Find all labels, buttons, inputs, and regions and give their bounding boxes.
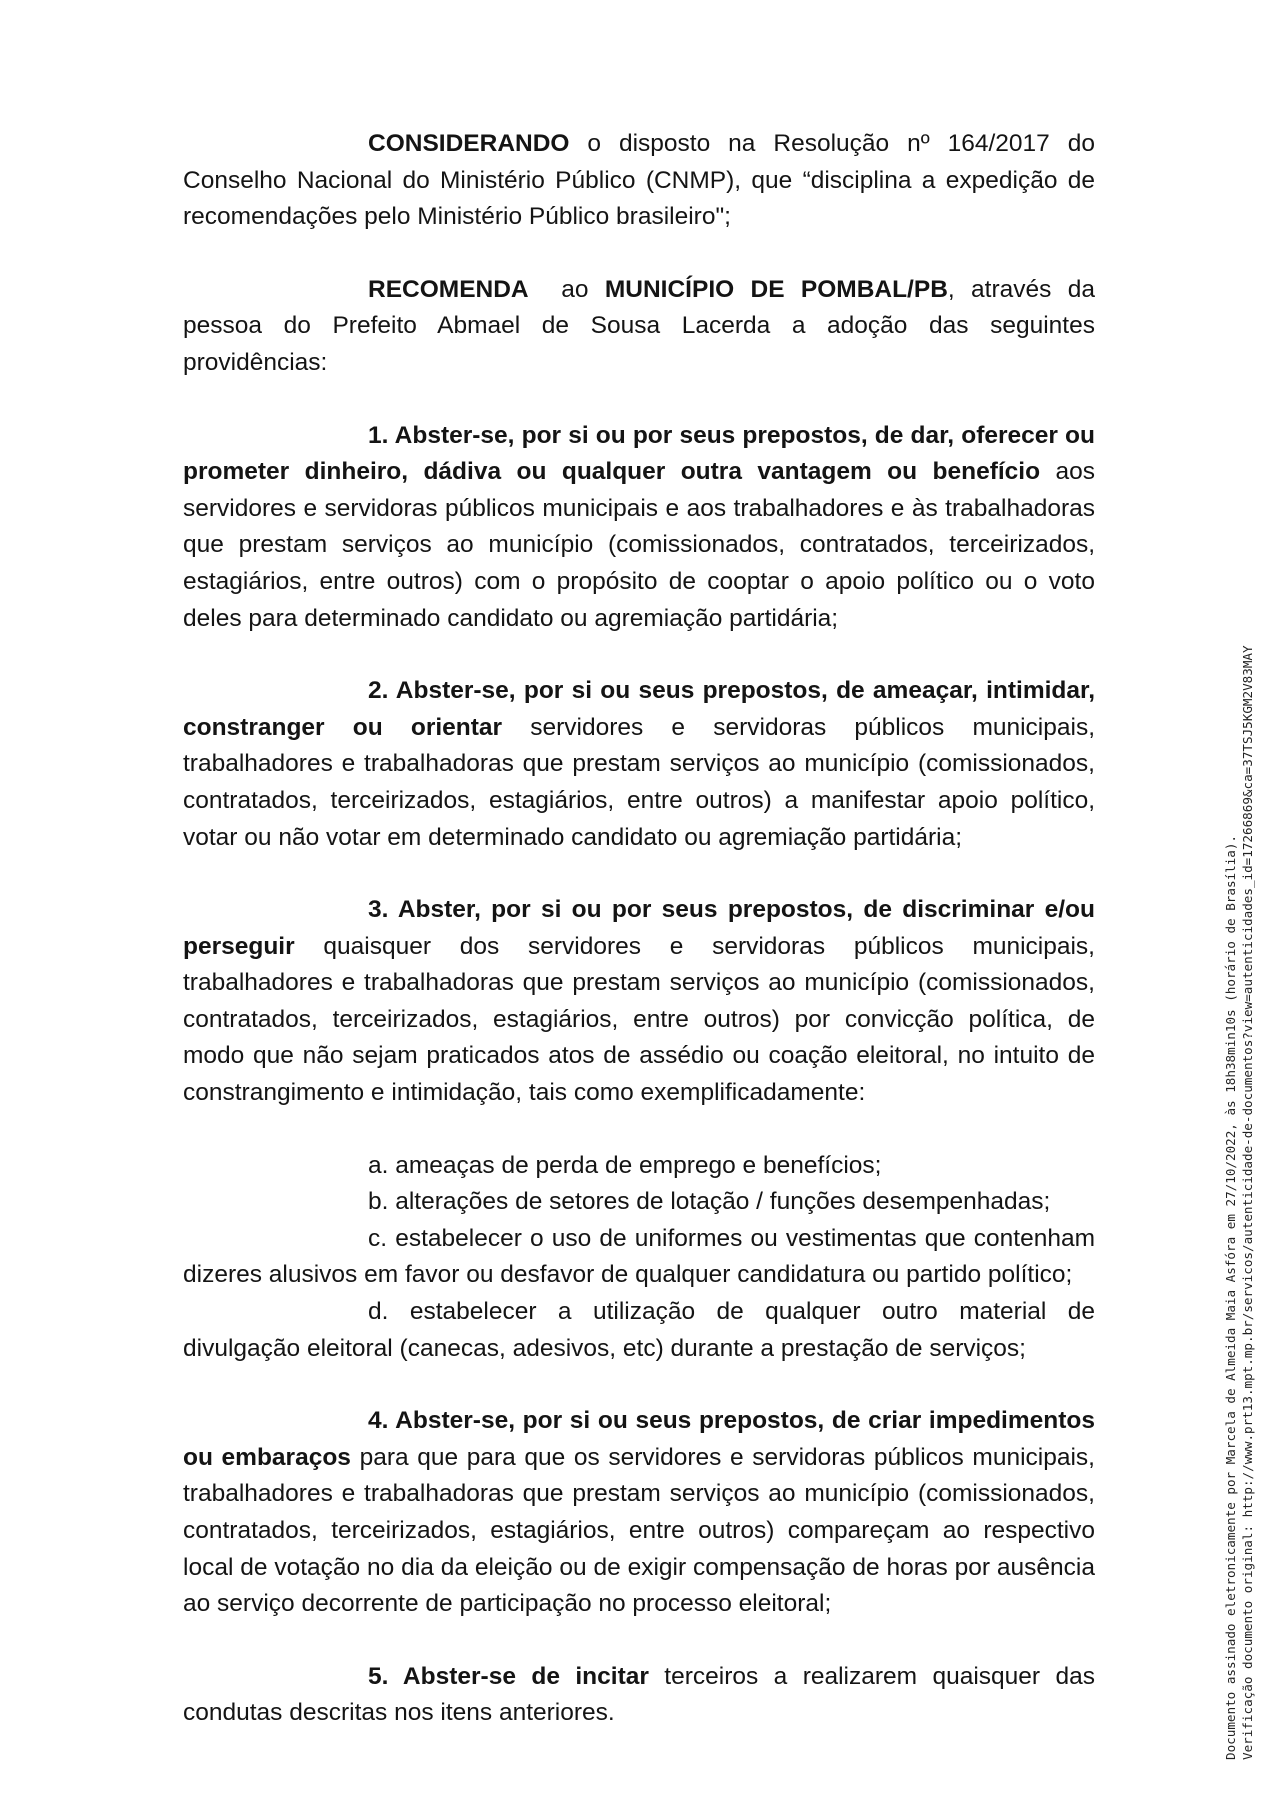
recomenda-paragraph [183, 272, 1095, 382]
item-2-heading: 2. Abster-se, por si ou seus prepostos, de ameaçar, intimidar, constranger ou orientar [183, 677, 1095, 741]
sub-item-b: b. alterações de setores de lotação / funções desempenhadas; [368, 1188, 1051, 1216]
recomenda-keyword: RECOMENDA [368, 275, 529, 303]
municipio-name: MUNICÍPIO DE POMBAL/PB [604, 275, 948, 303]
item-5-text: terceiros a realizarem quaisquer das condutas descritas nos itens anteriores. [183, 1662, 1095, 1727]
considerando-text: o disposto na Resolução nº 164/2017 do Conselho Nacional do Ministério Público (CNMP), que “disciplina a expedição de recomendações pelo Ministério Público brasileiro"; [183, 130, 1095, 231]
considerando-paragraph [183, 126, 1095, 236]
sub-item-d: d. estabelecer a utilização de qualquer outro material de divulgação eleitoral (canecas, adesivos, etc) durante a prestação de serviços; [183, 1298, 1095, 1362]
document-body [183, 126, 1109, 1732]
item-2 [183, 673, 1109, 856]
item-1-text: aos servidores e servidoras públicos municipais e aos trabalhadores e às trabalhadoras que prestam serviços ao município (comissionados, contratados, terceirizados, estagiários, entre outros) com o propósito de cooptar o apoio político ou o voto deles para determinado candidato ou agremiação partidária; [183, 458, 1095, 632]
item-1-heading: 1. Abster-se, por si ou por seus prepostos, de dar, oferecer ou prometer dinheiro, dádiva ou qualquer outra vantagem ou benefício [183, 421, 1095, 486]
item-3-heading: 3. Abster, por si ou por seus prepostos, de discriminar e/ou perseguir [183, 896, 1095, 960]
sub-item-c: c. estabelecer o uso de uniformes ou vestimentas que contenham dizeres alusivos em favor ou desfavor de qualquer candidatura ou partido político; [183, 1224, 1095, 1289]
item-4-text: para que para que os servidores e servidoras públicos municipais, trabalhadores e trabalhadoras que prestam serviços ao município (comissionados, contratados, terceirizados, estagiários, entre outros) compareçam ao respectivo local de votação no dia da eleição ou de exigir compensação de horas por ausência ao serviço decorrente de participação no processo eleitoral; [183, 1443, 1095, 1618]
verification-line: Verificação documento original: http://www.prt13.mpt.mp.br/servicos/autenticidade-de-documentos?view=autenticidades_id=17266869&ca=37TSJ5KGM2V83MAY [1240, 645, 1255, 1760]
item-3 [183, 892, 1095, 1112]
recomenda-text: , através da pessoa do Prefeito Abmael de Sousa Lacerda a adoção das seguintes providências: [183, 275, 1095, 376]
signature-sidebar [1222, 645, 1256, 1760]
signature-line: Documento assinado eletronicamente por Marcela de Almeida Maia Asfóra em 27/10/2022, às 18h38min10s (horário de Brasília). [1223, 834, 1238, 1760]
recomenda-connector: ao [528, 275, 605, 303]
considerando-keyword: CONSIDERANDO [368, 130, 570, 157]
item-4 [183, 1403, 1095, 1623]
item-5-heading: 5. Abster-se de incitar [368, 1662, 649, 1690]
item-1 [183, 418, 1095, 638]
item-2-text: servidores e servidoras públicos municipais, trabalhadores e trabalhadoras que prestam serviços ao município (comissionados, contratados, terceirizados, estagiários, entre outros) a manifestar apoio político, votar ou não votar em determinado candidato ou agremiação partidária; [183, 713, 1109, 851]
item-3-text: quaisquer dos servidores e servidoras públicos municipais, trabalhadores e trabalhadoras que prestam serviços ao município (comissionados, contratados, terceirizados, estagiários, entre outros) por convicção política, de modo que não sejam praticados atos de assédio ou coação eleitoral, no intuito de constrangimento e intimidação, tais como exemplificadamente: [183, 932, 1095, 1107]
sub-item-a: a. ameaças de perda de emprego e benefícios; [368, 1151, 882, 1179]
item-4-heading: 4. Abster-se, por si ou seus prepostos, de criar impedimentos ou embaraços [183, 1407, 1095, 1471]
item-5 [183, 1659, 1095, 1732]
